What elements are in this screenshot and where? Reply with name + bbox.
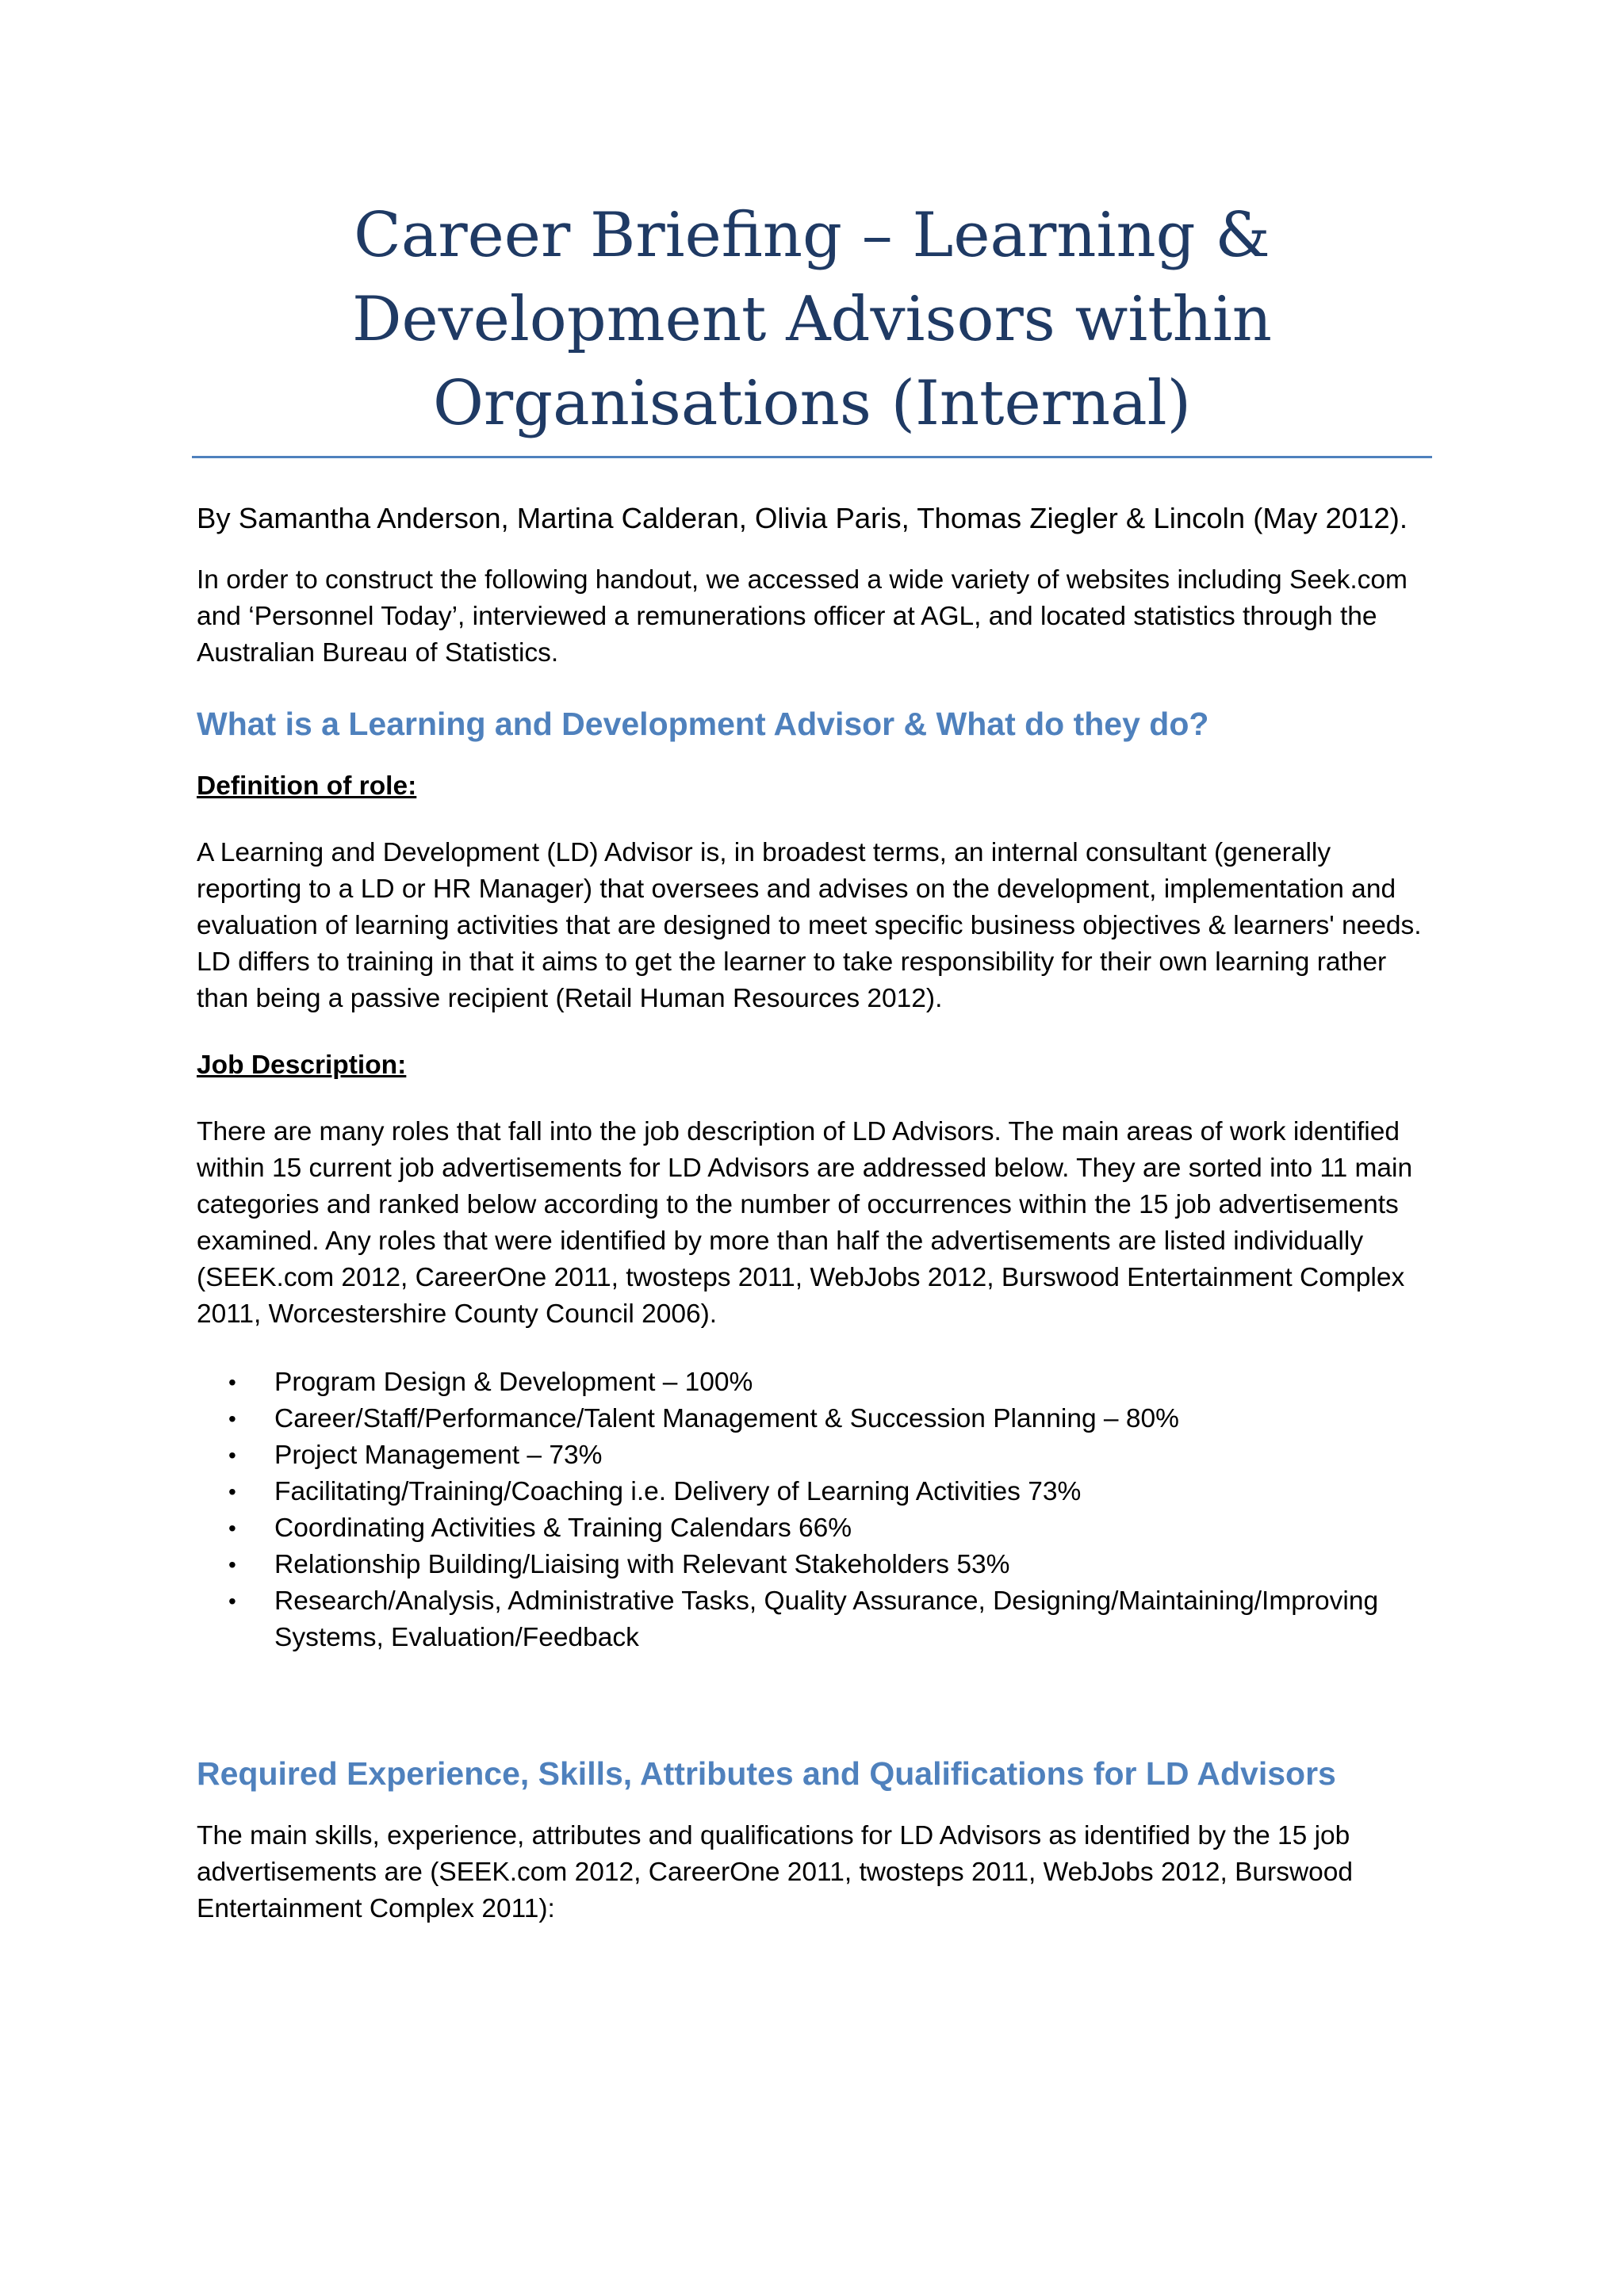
- list-item: [197, 1547, 1434, 1583]
- document-title: Career Briefing – Learning & Development Advisors within Organisations (Internal): [351, 200, 1273, 439]
- bullet-icon: •: [228, 1443, 236, 1468]
- bullet-icon: •: [228, 1552, 236, 1577]
- intro-paragraph: In order to construct the following handout, we accessed a wide variety of websites including Seek.com and ‘Personnel Today’, interviewed a remunerations officer at AGL, and located statistics through the Australian Bureau of Statistics.: [197, 565, 1408, 668]
- bullet-icon: •: [228, 1589, 236, 1613]
- job-description-heading: Job Description:: [197, 1050, 407, 1080]
- bullet-icon: •: [228, 1406, 236, 1431]
- definition-paragraph: A Learning and Development (LD) Advisor is, in broadest terms, an internal consultant (generally reporting to a LD or HR Manager) that oversees and advises on the development, implementation and evaluation of learning activities that are designed to meet specific business objectives & learners' needs. LD differs to training in that it aims to get the learner to take responsibility for their own learning rather than being a passive recipient (Retail Human Resources 2012).: [197, 838, 1422, 1013]
- bullet-icon: •: [228, 1479, 236, 1504]
- list-item-text: Research/Analysis, Administrative Tasks, Quality Assurance, Designing/Maintaining/Improving Systems, Evaluation/Feedback: [274, 1586, 1379, 1652]
- list-item-text: Career/Staff/Performance/Talent Management & Succession Planning – 80%: [274, 1404, 1179, 1433]
- list-item: [197, 1437, 1434, 1474]
- authors-line: By Samantha Anderson, Martina Calderan, Olivia Paris, Thomas Ziegler & Lincoln (May 2012).: [197, 502, 1408, 534]
- list-item: [197, 1364, 1434, 1401]
- list-item-text: Relationship Building/Liaising with Relevant Stakeholders 53%: [274, 1550, 1010, 1579]
- list-item-text: Project Management – 73%: [274, 1441, 603, 1470]
- list-item: [197, 1510, 1434, 1547]
- bullet-icon: •: [228, 1370, 236, 1395]
- list-item-text: Coordinating Activities & Training Calendars 66%: [274, 1513, 852, 1543]
- job-description-paragraph: There are many roles that fall into the job description of LD Advisors. The main areas of work identified within 15 current job advertisements for LD Advisors are addressed below. They are sorted into 11 main categories and ranked below according to the number of occurrences within the 15 job advertisements examined. Any roles that were identified by more than half the advertisements are listed individually (SEEK.com 2012, CareerOne 2011, twosteps 2011, WebJobs 2012, Burswood Entertainment Complex 2011, Worcestershire County Council 2006).: [197, 1117, 1413, 1329]
- list-item: [197, 1401, 1434, 1437]
- list-item-text: Facilitating/Training/Coaching i.e. Delivery of Learning Activities 73%: [274, 1477, 1082, 1506]
- requirements-paragraph: The main skills, experience, attributes and qualifications for LD Advisors as identified by the 15 job advertisements are (SEEK.com 2012, CareerOne 2011, twosteps 2011, WebJobs 2012, Burswood Entertainment Complex 2011):: [197, 1821, 1354, 1923]
- list-item-text: Program Design & Development – 100%: [274, 1368, 753, 1397]
- list-item: [197, 1474, 1434, 1510]
- bullet-icon: •: [228, 1516, 236, 1540]
- section-heading-what-is: What is a Learning and Development Advisor & What do they do?: [197, 706, 1209, 742]
- title-divider: [192, 456, 1432, 458]
- document-body: [197, 498, 1434, 1957]
- section-heading-requirements: Required Experience, Skills, Attributes and Qualifications for LD Advisors: [197, 1755, 1336, 1792]
- job-roles-list: [197, 1364, 1434, 1656]
- definition-heading: Definition of role:: [197, 771, 417, 801]
- list-item: [197, 1583, 1434, 1656]
